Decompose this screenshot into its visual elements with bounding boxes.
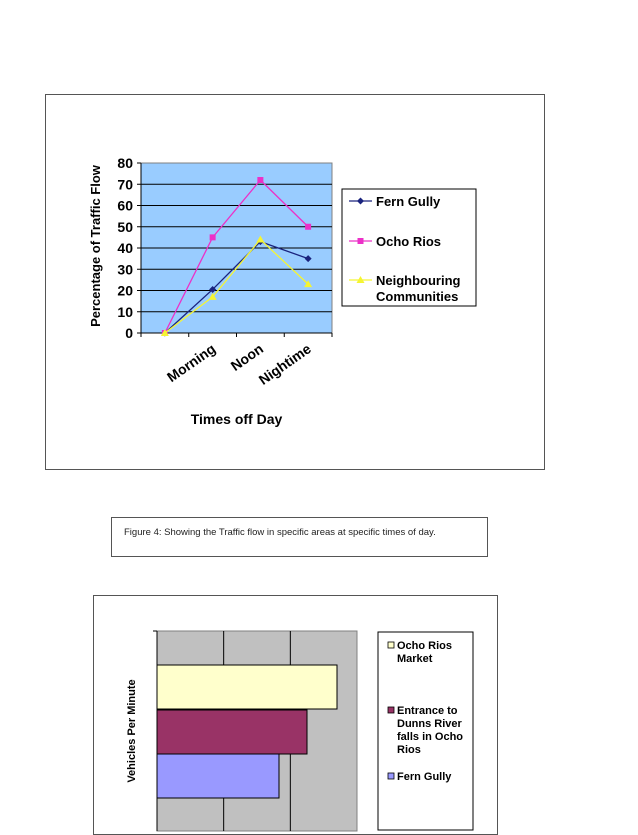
legend-label: Neighbouring Communities [376,273,461,304]
legend-label: Fern Gully [397,771,452,783]
y-tick-label: 80 [117,155,133,171]
legend-swatch [388,773,394,779]
legend-label: Entrance to Dunns River falls in Ocho Rios [397,705,464,756]
y-tick-label: 40 [117,240,133,256]
x-axis-title: Times off Day [190,411,283,427]
legend-swatch [388,642,394,648]
y-tick-label: 50 [117,218,133,235]
y-tick-label: 30 [117,261,133,278]
legend-label: Ocho Rios Market [397,640,453,665]
bar [157,754,279,798]
figure-caption: Figure 4: Showing the Traffic flow in specific areas at specific times of day. [124,527,436,538]
y-tick-label: 60 [117,197,133,214]
bar [157,665,337,709]
x-tick-label: Noon [227,340,267,374]
y-tick-label: 0 [125,325,133,341]
y-tick-label: 10 [117,303,133,320]
y-axis-title: Percentage of Traffic Flow [88,165,103,327]
y-tick-label: 70 [117,176,133,193]
legend-swatch [388,707,394,713]
legend-label: Ocho Rios [376,234,442,249]
x-tick-label: Nightime [255,340,314,388]
y-axis-title: Vehicles Per Minute [126,679,138,783]
x-tick-label: Morning [163,340,219,386]
y-tick-label: 20 [117,282,133,299]
bar [157,710,307,754]
legend-label: Fern Gully [376,194,441,209]
